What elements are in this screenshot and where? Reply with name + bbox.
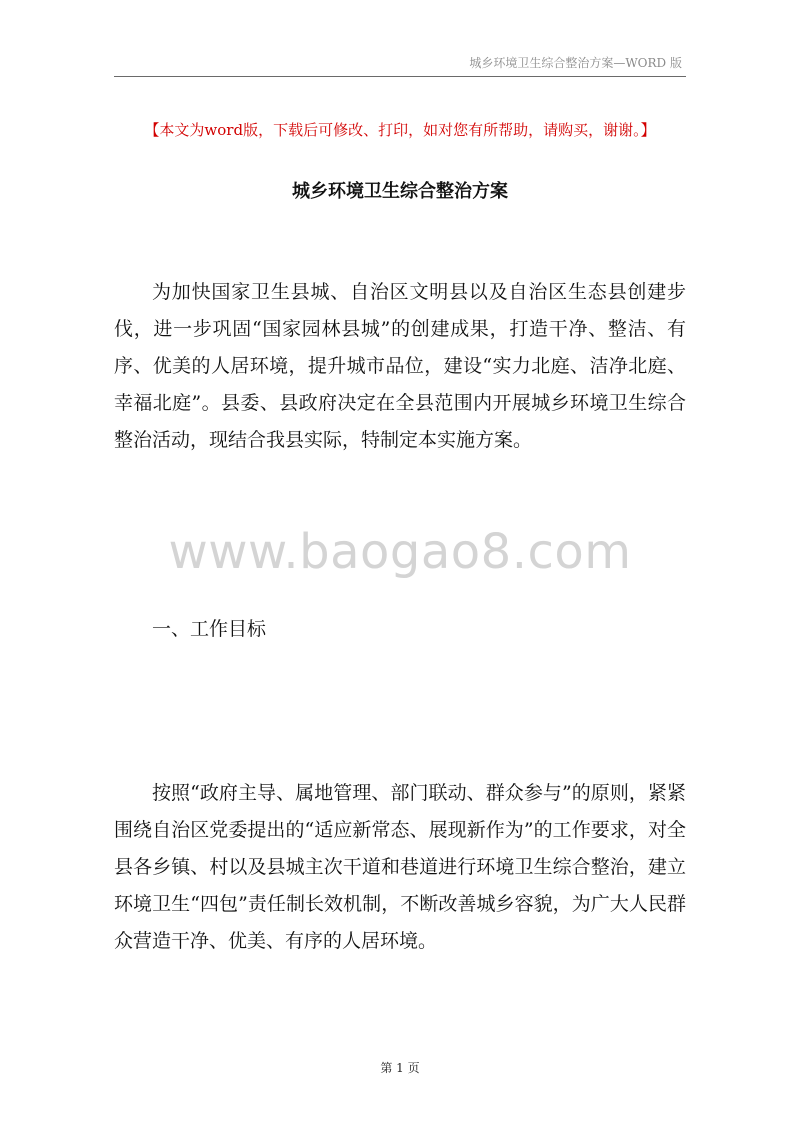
- download-notice: 【本文为word版，下载后可修改、打印，如对您有所帮助，请购买，谢谢。】: [144, 121, 656, 139]
- section-heading-work-goals: 一、工作目标: [152, 618, 267, 640]
- work-goals-paragraph: 按照“政府主导、属地管理、部门联动、群众参与”的原则，紧紧围绕自治区党委提出的“适应新常态、展现新作为”的工作要求，对全县各乡镇、村以及县城主次干道和巷道进行环境卫生综合整治，建立环境卫生“四包”责任制长效机制，不断改善城乡容貌，为广大人民群众营造干净、优美、有序的人居环境。: [114, 782, 686, 952]
- running-header: 城乡环境卫生综合整治方案—WORD 版: [469, 56, 682, 70]
- watermark-text: www.baogao8.com: [168, 524, 632, 580]
- page-number: 第 1 页: [380, 1061, 420, 1075]
- intro-paragraph: 为加快国家卫生县城、自治区文明县以及自治区生态县创建步伐，进一步巩固“国家园林县城”的创建成果，打造干净、整洁、有序、优美的人居环境，提升城市品位，建设“实力北庭、洁净北庭、幸福北庭”。县委、县政府决定在全县范围内开展城乡环境卫生综合整治活动，现结合我县实际，特制定本实施方案。: [114, 281, 686, 451]
- header-divider: [114, 76, 686, 77]
- document-title: 城乡环境卫生综合整治方案: [292, 181, 508, 202]
